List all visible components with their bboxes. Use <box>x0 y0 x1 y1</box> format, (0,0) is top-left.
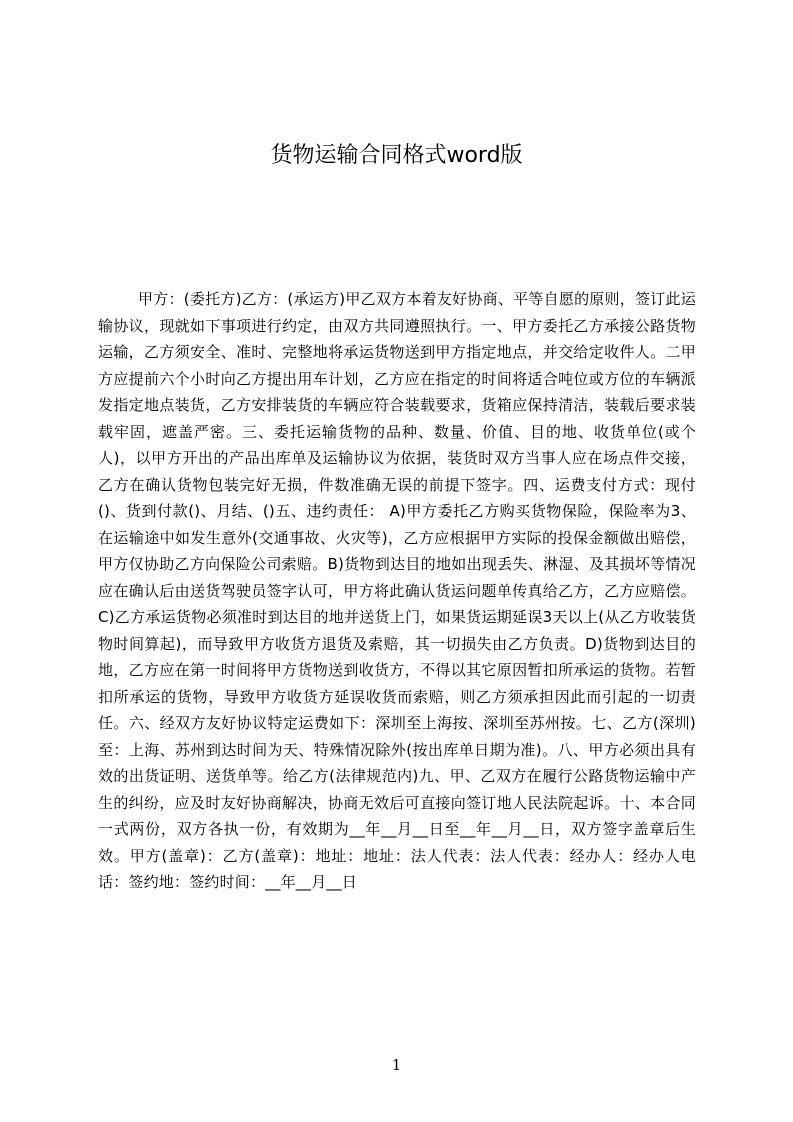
page-number: 1 <box>391 1056 402 1074</box>
contract-body-text: 甲方：(委托方)乙方：(承运方)甲乙双方本着友好协商、平等自愿的原则，签订此运输协议，现就如下事项进行约定，由双方共同遵照执行。一、甲方委托乙方承接公路货物运输，乙方须安全、准时、完整地将承运货物送到甲方指定地点，并交给定收件人。二甲方应提前六个小时向乙方提出用车计划，乙方应在指定的时间将适合吨位或方位的车辆派发指定地点装货，乙方安排装货的车辆应符合装载要求，货箱应保持清洁，装载后要求装载牢固，遮盖严密。三、委托运输货物的品种、数量、价值、目的地、收货单位(或个人)，以甲方开出的产品出库单及运输协议为依据，装货时双方当事人应在场点件交接，乙方在确认货物包装完好无损，件数准确无误的前提下签字。四、运费支付方式：现付()、货到付款()、月结、()五、违约责任： A)甲方委托乙方购买货物保险，保险率为3、在运输途中如发生意外(交通事故、火灾等)，乙方应根据甲方实际的投保金额做出赔偿，甲方仅协助乙方向保险公司索赔。B)货物到达目的地如出现丢失、淋湿、及其损坏等情况应在确认后由送货驾驶员签字认可，甲方将此确认货运问题单传真给乙方，乙方应赔偿。C)乙方承运货物必须准时到达目的地并送货上门，如果货运期延误3天以上(从乙方收装货物时间算起)，而导致甲方收货方退货及索赔，其一切损失由乙方负责。D)货物到达目的地，乙方应在第一时间将甲方货物送到收货方，不得以其它原因暂扣所承运的货物。若暂扣所承运的货物，导致甲方收货方延误收货而索赔，则乙方须承担因此而引起的一切责任。六、经双方友好协议特定运费如下：深圳至上海按、深圳至苏州按。七、乙方(深圳)至：上海、苏州到达时间为天、特殊情况除外(按出库单日期为准)。八、甲方必须出具有效的出货证明、送货单等。给乙方(法律规范内)九、甲、乙双方在履行公路货物运输中产生的纠纷，应及时友好协商解决，协商无效后可直接向签订地人民法院起诉。十、本合同一式两份，双方各执一份，有效期为__年__月__日至__年__月__日，双方签字盖章后生效。甲方(盖章)：乙方(盖章)：地址：地址：法人代表：法人代表：经办人：经办人电话：签约地：签约时间：__年__月__日 <box>98 290 696 891</box>
document-title: 货物运输合同格式word版 <box>270 143 523 168</box>
